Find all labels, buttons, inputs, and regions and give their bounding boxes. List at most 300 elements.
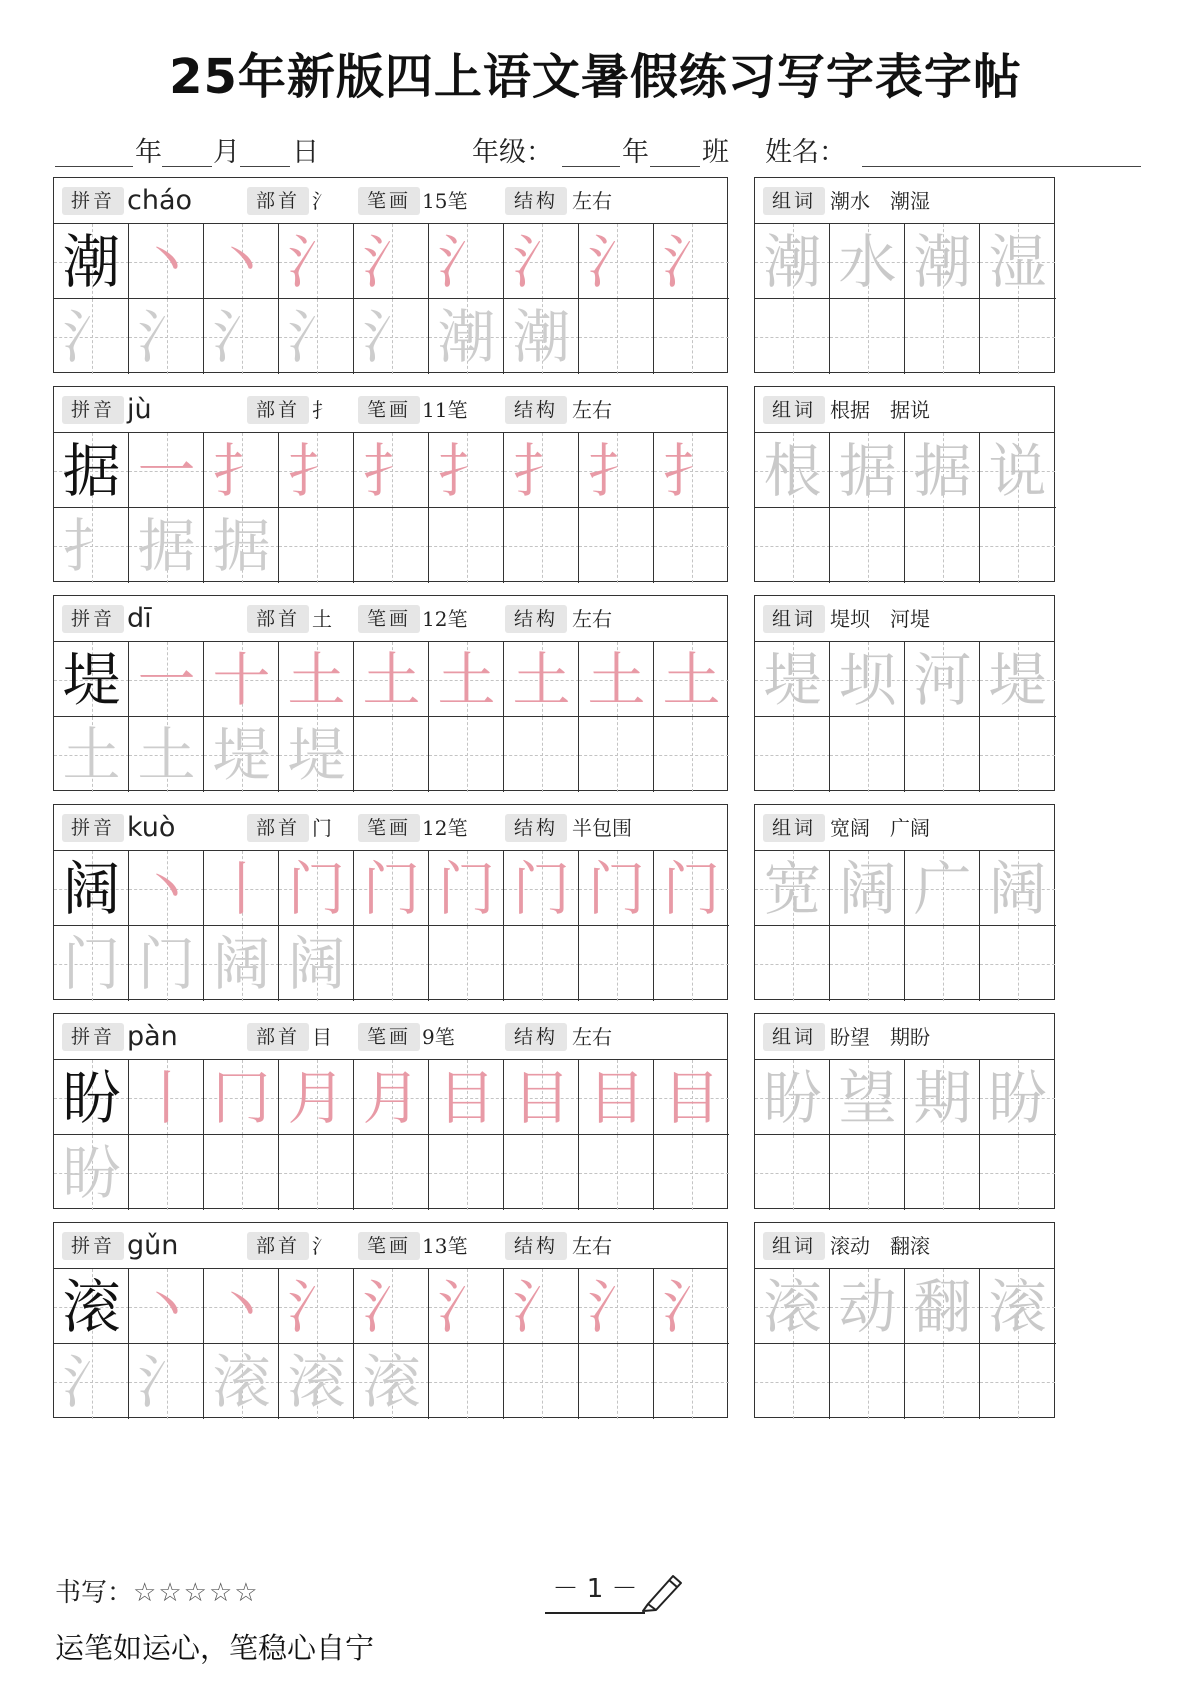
trace-character: 氵 [62,302,121,371]
writing-cell[interactable] [204,851,279,926]
trace-character: 月 [362,1063,421,1132]
word-writing-cell[interactable] [905,1269,980,1344]
writing-cell[interactable] [129,299,204,374]
writing-cell[interactable] [654,851,729,926]
writing-cell[interactable] [504,1135,579,1210]
word-writing-cell[interactable] [830,299,905,374]
word-writing-cell[interactable] [905,1344,980,1419]
word-writing-cell[interactable] [980,926,1055,1001]
writing-cell[interactable] [429,717,504,792]
trace-character: 目 [587,1063,646,1132]
writing-cell[interactable] [54,642,129,717]
word-trace-character: 说 [988,436,1047,505]
word-writing-cell[interactable] [830,851,905,926]
writing-cell[interactable] [504,1269,579,1344]
writing-cell[interactable] [504,642,579,717]
word-writing-cell[interactable] [905,717,980,792]
char-info-header [54,805,727,851]
grade-class-label: 班 [702,137,729,168]
writing-cell[interactable] [654,433,729,508]
writing-cell[interactable] [429,1344,504,1419]
trace-character: 月 [287,1063,346,1132]
word-writing-cell[interactable] [755,926,830,1001]
model-character: 盼 [62,1063,121,1132]
writing-cell[interactable] [54,224,129,299]
trace-character: 土 [287,645,346,714]
word-writing-cell[interactable] [980,1344,1055,1419]
writing-cell[interactable] [204,926,279,1001]
writing-cell[interactable] [579,717,654,792]
writing-cell[interactable] [204,508,279,583]
writing-cell[interactable] [54,1269,129,1344]
word-info-header [755,596,1054,642]
grade-year-label: 年 [622,137,649,168]
trace-character: 门 [62,929,121,998]
trace-character: 氵 [137,302,196,371]
trace-character: 土 [662,645,721,714]
structure-label: 结构 [505,605,567,633]
writing-cell[interactable] [279,1135,354,1210]
writing-cell[interactable] [129,508,204,583]
trace-character: 门 [287,854,346,923]
words-label: 组词 [763,396,825,424]
trace-character: 丶 [212,1272,271,1341]
radical-value: 门 [312,816,332,840]
radical-label: 部首 [247,1023,309,1051]
writing-cell[interactable] [54,1060,129,1135]
strokes-label: 笔画 [358,814,420,842]
model-character: 堤 [62,645,121,714]
trace-character: 丨 [212,854,271,923]
trace-character: 阔 [287,929,346,998]
name-blank[interactable] [862,166,1141,167]
writing-cell[interactable] [654,1135,729,1210]
word-trace-character: 翻 [913,1272,972,1341]
writing-cell[interactable] [429,224,504,299]
writing-cell[interactable] [504,851,579,926]
trace-character: 潮 [437,302,496,371]
writing-cell[interactable] [204,717,279,792]
words-label: 组词 [763,605,825,633]
grade-class-blank[interactable] [650,166,700,167]
writing-cell[interactable] [579,1269,654,1344]
word-trace-character: 滚 [763,1272,822,1341]
words-value: 盼望 期盼 [830,1025,930,1049]
trace-character: 扌 [62,511,121,580]
word-writing-cell[interactable] [905,224,980,299]
writing-cell[interactable] [129,926,204,1001]
word-writing-cell[interactable] [830,1344,905,1419]
rating-stars[interactable]: ☆☆☆☆☆ [133,1578,260,1608]
pinyin-value: jù [127,394,152,425]
pinyin-label: 拼音 [62,1232,124,1260]
word-writing-cell[interactable] [980,299,1055,374]
word-practice-block [754,386,1055,582]
month-label: 月 [213,137,240,168]
writing-cell[interactable] [279,1344,354,1419]
word-trace-character: 盼 [988,1063,1047,1132]
writing-cell[interactable] [54,851,129,926]
writing-cell[interactable] [129,1344,204,1419]
word-writing-cell[interactable] [980,1135,1055,1210]
writing-cell[interactable] [279,1060,354,1135]
writing-cell[interactable] [279,1269,354,1344]
writing-cell[interactable] [279,717,354,792]
trace-character: 扌 [662,436,721,505]
model-character: 滚 [62,1272,121,1341]
word-writing-cell[interactable] [830,642,905,717]
writing-cell[interactable] [504,717,579,792]
char-practice-block [53,177,728,373]
writing-cell[interactable] [579,851,654,926]
writing-cell[interactable] [654,299,729,374]
word-writing-cell[interactable] [905,508,980,583]
word-writing-cell[interactable] [980,1269,1055,1344]
word-writing-cell[interactable] [755,508,830,583]
trace-character: 堤 [287,720,346,789]
writing-cell[interactable] [354,299,429,374]
writing-cell[interactable] [654,1269,729,1344]
char-practice-block [53,804,728,1000]
trace-character: 滚 [362,1347,421,1416]
trace-character: 滚 [212,1347,271,1416]
writing-cell[interactable] [654,642,729,717]
char-info-header [54,178,727,224]
writing-cell[interactable] [429,851,504,926]
word-trace-character: 阔 [988,854,1047,923]
word-writing-cell[interactable] [830,717,905,792]
word-trace-character: 堤 [988,645,1047,714]
trace-character: 门 [137,929,196,998]
word-info-header [755,178,1054,224]
trace-character: 丶 [137,854,196,923]
trace-character: 据 [137,511,196,580]
radical-label: 部首 [247,187,309,215]
writing-cell[interactable] [129,642,204,717]
writing-cell[interactable] [354,926,429,1001]
word-writing-cell[interactable] [905,1060,980,1135]
trace-character: 土 [137,720,196,789]
trace-character: 堤 [212,720,271,789]
writing-cell[interactable] [129,1060,204,1135]
word-writing-cell[interactable] [755,433,830,508]
word-trace-character: 动 [838,1272,897,1341]
writing-cell[interactable] [354,508,429,583]
word-trace-character: 期 [913,1063,972,1132]
trace-character: 扌 [287,436,346,505]
month-blank[interactable] [162,166,212,167]
word-writing-cell[interactable] [830,1269,905,1344]
writing-cell[interactable] [654,224,729,299]
pinyin-value: kuò [127,812,176,843]
word-writing-cell[interactable] [980,508,1055,583]
writing-cell[interactable] [204,224,279,299]
strokes-label: 笔画 [358,396,420,424]
trace-character: 据 [212,511,271,580]
page-number: － 1 － [552,1574,638,1604]
trace-character: 氵 [287,227,346,296]
word-practice-block [754,177,1055,373]
writing-cell[interactable] [204,1344,279,1419]
trace-character: 门 [437,854,496,923]
char-practice-block [53,386,728,582]
word-writing-cell[interactable] [905,433,980,508]
writing-cell[interactable] [579,433,654,508]
writing-cell[interactable] [354,1269,429,1344]
strokes-value: 13笔 [422,1234,468,1258]
strokes-value: 11笔 [422,398,468,422]
writing-cell[interactable] [579,1060,654,1135]
writing-cell[interactable] [279,508,354,583]
writing-cell[interactable] [204,642,279,717]
grade-label: 年级： [472,137,553,168]
word-writing-cell[interactable] [755,1135,830,1210]
radical-value: 扌 [312,398,332,422]
writing-cell[interactable] [579,1135,654,1210]
year-blank[interactable] [55,166,133,167]
writing-rating [55,1572,260,1609]
writing-cell[interactable] [129,717,204,792]
char-info-header [54,1014,727,1060]
trace-character: 丶 [212,227,271,296]
rating-label: 书写： [55,1578,134,1608]
writing-cell[interactable] [429,642,504,717]
trace-character: 盼 [62,1138,121,1207]
word-writing-cell[interactable] [755,642,830,717]
strokes-label: 笔画 [358,187,420,215]
word-writing-cell[interactable] [830,926,905,1001]
word-info-header [755,1014,1054,1060]
word-writing-cell[interactable] [830,508,905,583]
writing-cell[interactable] [504,926,579,1001]
word-writing-cell[interactable] [755,224,830,299]
pinyin-value: pàn [127,1021,178,1052]
writing-cell[interactable] [579,642,654,717]
writing-cell[interactable] [279,224,354,299]
word-writing-cell[interactable] [980,642,1055,717]
year-label: 年 [135,137,162,168]
pinyin-label: 拼音 [62,814,124,842]
writing-cell[interactable] [504,1060,579,1135]
word-trace-character: 河 [913,645,972,714]
words-label: 组词 [763,814,825,842]
word-writing-cell[interactable] [830,1135,905,1210]
word-writing-cell[interactable] [980,433,1055,508]
writing-cell[interactable] [204,299,279,374]
writing-cell[interactable] [204,1060,279,1135]
writing-cell[interactable] [354,1060,429,1135]
words-label: 组词 [763,1232,825,1260]
writing-cell[interactable] [279,642,354,717]
writing-cell[interactable] [129,1135,204,1210]
structure-value: 左右 [572,398,612,422]
day-label: 日 [292,137,319,168]
pinyin-value: cháo [127,185,193,216]
writing-cell[interactable] [54,299,129,374]
word-writing-cell[interactable] [830,224,905,299]
word-writing-cell[interactable] [830,1060,905,1135]
writing-cell[interactable] [279,299,354,374]
writing-cell[interactable] [129,433,204,508]
writing-cell[interactable] [579,508,654,583]
writing-cell[interactable] [354,851,429,926]
trace-character: 土 [62,720,121,789]
structure-value: 左右 [572,1025,612,1049]
writing-cell[interactable] [504,433,579,508]
writing-cell[interactable] [429,926,504,1001]
page-number-underline [545,1612,645,1614]
word-info-header [755,1223,1054,1269]
writing-cell[interactable] [504,1344,579,1419]
structure-label: 结构 [505,396,567,424]
writing-cell[interactable] [354,1344,429,1419]
pinyin-value: dī [127,603,152,634]
trace-character: 扌 [437,436,496,505]
word-writing-cell[interactable] [980,1060,1055,1135]
writing-cell[interactable] [579,299,654,374]
writing-cell[interactable] [129,851,204,926]
words-value: 根据 据说 [830,398,930,422]
word-writing-cell[interactable] [980,851,1055,926]
writing-cell[interactable] [54,717,129,792]
writing-cell[interactable] [54,433,129,508]
word-writing-cell[interactable] [905,851,980,926]
trace-character: 目 [512,1063,571,1132]
writing-cell[interactable] [354,717,429,792]
radical-label: 部首 [247,396,309,424]
trace-character: 氵 [437,1272,496,1341]
pen-icon [640,1570,686,1612]
word-trace-character: 潮 [763,227,822,296]
pinyin-label: 拼音 [62,605,124,633]
writing-cell[interactable] [579,926,654,1001]
word-writing-cell[interactable] [830,433,905,508]
writing-cell[interactable] [504,299,579,374]
word-writing-cell[interactable] [755,1269,830,1344]
motto: 运笔如运心，笔稳心自宁 [55,1631,375,1665]
writing-cell[interactable] [654,508,729,583]
pinyin-label: 拼音 [62,187,124,215]
trace-character: 氵 [212,302,271,371]
trace-character: 冂 [212,1063,271,1132]
writing-cell[interactable] [579,224,654,299]
word-writing-cell[interactable] [980,717,1055,792]
trace-character: 氵 [512,227,571,296]
word-writing-cell[interactable] [905,1135,980,1210]
word-writing-cell[interactable] [755,299,830,374]
strokes-label: 笔画 [358,1232,420,1260]
structure-label: 结构 [505,1023,567,1051]
strokes-label: 笔画 [358,605,420,633]
words-label: 组词 [763,187,825,215]
writing-cell[interactable] [354,433,429,508]
word-info-header [755,387,1054,433]
writing-cell[interactable] [204,1269,279,1344]
word-trace-character: 盼 [763,1063,822,1132]
writing-cell[interactable] [429,1135,504,1210]
word-writing-cell[interactable] [905,299,980,374]
trace-character: 氵 [62,1347,121,1416]
trace-character: 氵 [587,227,646,296]
trace-character: 氵 [587,1272,646,1341]
word-practice-block [754,595,1055,791]
day-blank[interactable] [240,166,290,167]
writing-cell[interactable] [579,1344,654,1419]
writing-cell[interactable] [279,851,354,926]
structure-label: 结构 [505,814,567,842]
writing-cell[interactable] [504,508,579,583]
writing-cell[interactable] [54,926,129,1001]
word-writing-cell[interactable] [755,1060,830,1135]
writing-cell[interactable] [654,1060,729,1135]
word-writing-cell[interactable] [755,851,830,926]
pinyin-label: 拼音 [62,1023,124,1051]
structure-value: 左右 [572,607,612,631]
radical-value: 土 [312,607,332,631]
writing-cell[interactable] [204,433,279,508]
trace-character: 氵 [287,302,346,371]
writing-cell[interactable] [354,1135,429,1210]
writing-cell[interactable] [54,508,129,583]
radical-value: 氵 [312,189,332,213]
trace-character: 氵 [662,227,721,296]
writing-cell[interactable] [654,926,729,1001]
writing-cell[interactable] [654,717,729,792]
writing-cell[interactable] [429,1060,504,1135]
writing-cell[interactable] [429,1269,504,1344]
writing-cell[interactable] [429,508,504,583]
trace-character: 氵 [137,1347,196,1416]
strokes-label: 笔画 [358,1023,420,1051]
char-practice-block [53,1013,728,1209]
strokes-value: 12笔 [422,816,468,840]
writing-cell[interactable] [354,224,429,299]
model-character: 阔 [62,854,121,923]
writing-cell[interactable] [54,1135,129,1210]
trace-character: 一 [137,436,196,505]
word-writing-cell[interactable] [980,224,1055,299]
writing-cell[interactable] [429,433,504,508]
grade-year-blank[interactable] [562,166,620,167]
radical-value: 氵 [312,1234,332,1258]
char-info-header [54,1223,727,1269]
writing-cell[interactable] [504,224,579,299]
trace-character: 目 [662,1063,721,1132]
word-writing-cell[interactable] [755,1344,830,1419]
radical-label: 部首 [247,1232,309,1260]
writing-cell[interactable] [429,299,504,374]
writing-cell[interactable] [654,1344,729,1419]
writing-cell[interactable] [354,642,429,717]
word-practice-block [754,1013,1055,1209]
word-practice-block [754,804,1055,1000]
word-writing-cell[interactable] [905,642,980,717]
writing-cell[interactable] [204,1135,279,1210]
writing-cell[interactable] [279,433,354,508]
word-writing-cell[interactable] [905,926,980,1001]
writing-cell[interactable] [129,224,204,299]
word-trace-character: 水 [838,227,897,296]
pinyin-value: gǔn [127,1230,179,1261]
writing-cell[interactable] [129,1269,204,1344]
word-writing-cell[interactable] [755,717,830,792]
trace-character: 目 [437,1063,496,1132]
radical-label: 部首 [247,814,309,842]
writing-cell[interactable] [279,926,354,1001]
writing-cell[interactable] [54,1344,129,1419]
word-trace-character: 宽 [763,854,822,923]
trace-character: 丨 [137,1063,196,1132]
